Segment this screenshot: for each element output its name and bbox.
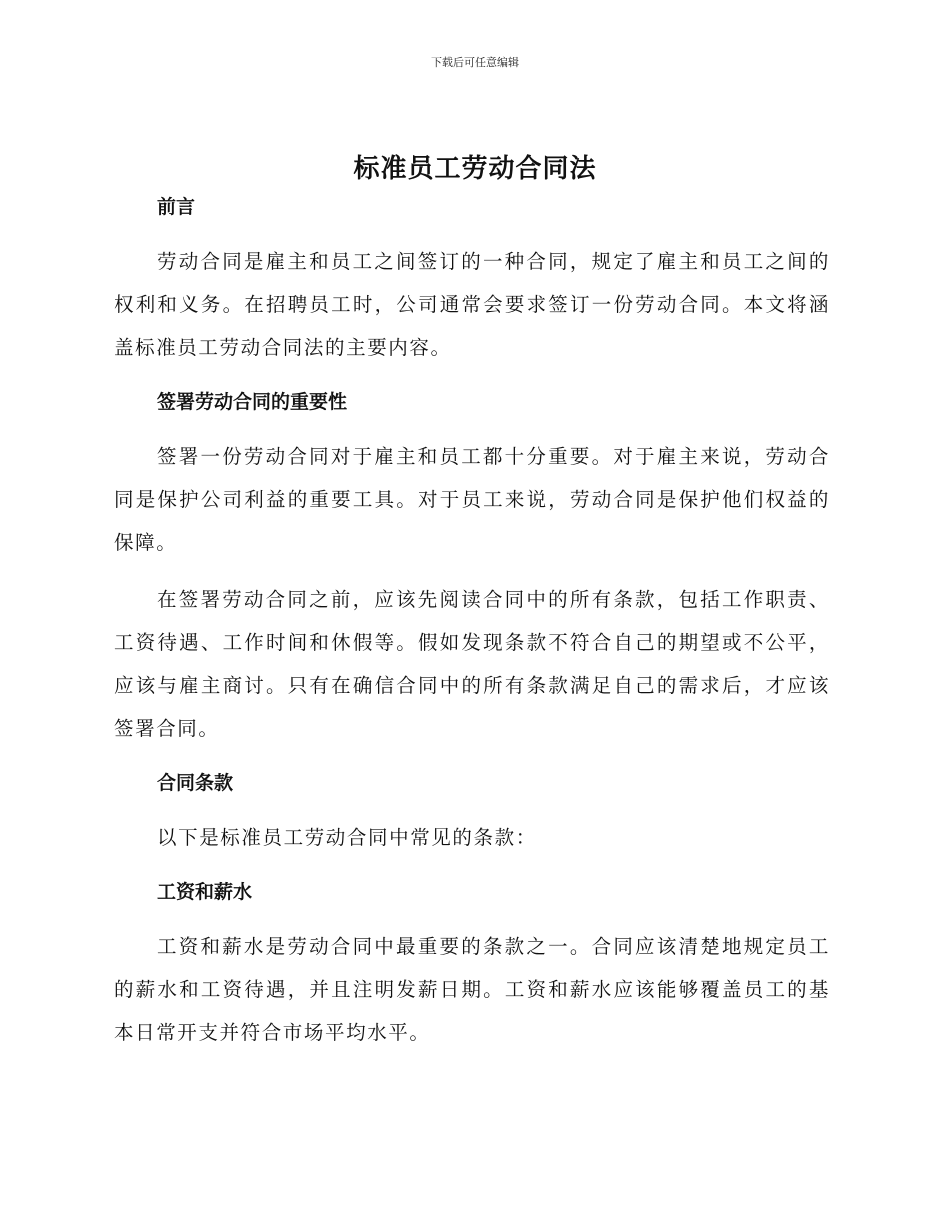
- section-heading-contract-terms: 合同条款: [157, 772, 234, 794]
- document-title: 标准员工劳动合同法: [353, 154, 597, 184]
- paragraph-importance-1: 签署一份劳动合同对于雇主和员工都十分重要。对于雇主来说，劳动合同是保护公司利益的重要工具。对于员工来说，劳动合同是保护他们权益的保障。: [114, 445, 830, 554]
- paragraph-preface: 劳动合同是雇主和员工之间签订的一种合同，规定了雇主和员工之间的权利和义务。在招聘员工时，公司通常会要求签订一份劳动合同。本文将涵盖标准员工劳动合同法的主要内容。: [114, 250, 830, 359]
- section-heading-wages: 工资和薪水: [157, 881, 253, 903]
- section-heading-preface: 前言: [157, 196, 196, 218]
- paragraph-importance-2: 在签署劳动合同之前，应该先阅读合同中的所有条款，包括工作职责、工资待遇、工作时间和休假等。假如发现条款不符合自己的期望或不公平，应该与雇主商讨。只有在确信合同中的所有条款满足自己的需求后，才应该签署合同。: [114, 588, 830, 740]
- paragraph-wages: 工资和薪水是劳动合同中最重要的条款之一。合同应该清楚地规定员工的薪水和工资待遇，并且注明发薪日期。工资和薪水应该能够覆盖员工的基本日常开支并符合市场平均水平。: [114, 935, 830, 1044]
- section-heading-importance: 签署劳动合同的重要性: [157, 391, 348, 413]
- page-header-note: 下载后可任意编辑: [431, 56, 519, 69]
- document-body: [114, 190, 830, 1054]
- paragraph-contract-terms: 以下是标准员工劳动合同中常见的条款：: [157, 826, 537, 849]
